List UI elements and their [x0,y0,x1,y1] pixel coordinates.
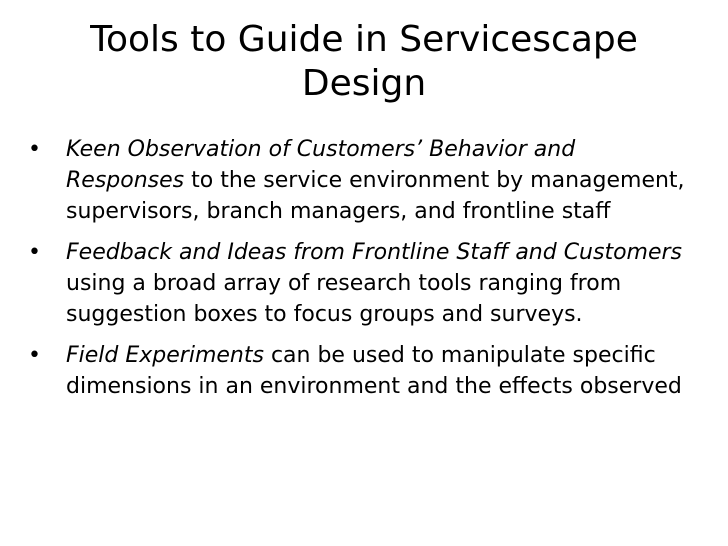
bullet-icon: • [28,137,41,162]
bullet-text: can be used to manipulate specific dimensions in an environment and the effects observed [66,343,682,399]
bullet-item [24,340,694,402]
bullet-list [24,134,694,412]
slide-title: Tools to Guide in Servicescape Design [90,19,638,104]
bullet-emphasis: Keen Observation of Customers’ Behavior and Responses [66,137,576,193]
bullet-emphasis: Feedback and Ideas from Frontline Staff and Customers [66,240,683,265]
bullet-icon: • [28,343,41,368]
bullet-icon: • [28,240,41,265]
bullet-item [24,237,694,330]
bullet-text: to the service environment by management, supervisors, branch managers, and frontline staff [66,168,685,224]
bullet-text: using a broad array of research tools ranging from suggestion boxes to focus groups and surveys. [66,271,622,327]
bullet-emphasis: Field Experiments [66,343,264,368]
bullet-item [24,134,694,227]
